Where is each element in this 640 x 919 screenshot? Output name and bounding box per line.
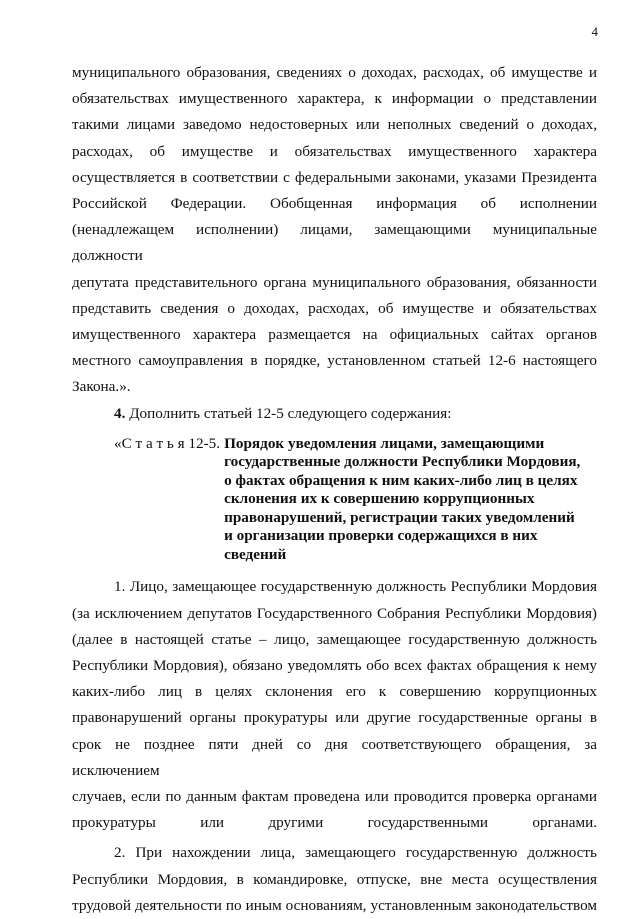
text-line: Республики Мордовия), обязано уведомлять обо всех фактах обращения к нему <box>72 656 597 674</box>
text-line: каких-либо лиц в целях склонения его к совершению коррупционных <box>72 683 597 701</box>
text-line: имущественного характера размещается на официальных сайтах органов <box>72 326 597 344</box>
clause-2 <box>72 840 597 919</box>
text-line: правонарушений органы прокуратуры или другие государственные органы в <box>72 709 597 727</box>
article-title-line: и организации проверки содержащихся в них <box>224 527 538 545</box>
article-title-line: о фактах обращения к ним каких-либо лиц в целях <box>224 471 578 489</box>
article-title-line: склонения их к совершению коррупционных <box>224 490 535 508</box>
text-line: прокуратуры или другими государственными органами. <box>72 814 597 832</box>
article-title-line: государственные должности Республики Мордовия, <box>224 453 581 471</box>
text-line: 2. При нахождении лица, замещающего государственную должность <box>114 844 597 862</box>
item-4-number: 4. <box>114 404 126 422</box>
text-line: Республики Мордовия, в командировке, отпуске, вне места осуществления <box>72 870 597 888</box>
text-line: случаев, если по данным фактам проведена или проводится проверка органами <box>72 787 597 805</box>
text-line: местного самоуправления в порядке, установленном статьей 12-6 настоящего <box>72 352 597 370</box>
text-line: расходах, об имуществе и обязательствах имущественного характера <box>72 142 597 160</box>
item-4 <box>72 401 597 427</box>
article-title-line: Порядок уведомления лицами, замещающими <box>224 434 545 452</box>
text-line: Российской Федерации. Обобщенная информация об исполнении <box>72 195 597 213</box>
article-prefix: «С т а т ь я 12-5. <box>114 434 221 452</box>
paragraph-continuation <box>72 60 597 401</box>
text-line: депутата представительного органа муниципального образования, обязанности <box>72 273 597 291</box>
text-line: (далее в настоящей статье – лицо, замещающее государственную должность <box>72 630 597 648</box>
text-line: осуществляется в соответствии с федеральными законами, указами Президента <box>72 168 597 186</box>
clause-1 <box>72 574 597 836</box>
article-heading <box>72 435 597 565</box>
text-line: представить сведения о доходах, расходах, об имуществе и обязательствах <box>72 299 597 317</box>
article-title <box>224 435 594 565</box>
text-line: срок не позднее пяти дней со дня соответствующего обращения, за исключением <box>72 735 597 779</box>
article-title-line: правонарушений, регистрации таких уведомлений <box>224 508 575 526</box>
text-line: (ненадлежащем исполнении) лицами, замещающими муниципальные должности <box>72 221 597 265</box>
text-line: обязательствах имущественного характера, к информации о представлении <box>72 90 597 108</box>
item-4-text: Дополнить статьей 12-5 следующего содержания: <box>129 404 452 422</box>
text-line: такими лицами заведомо недостоверных или неполных сведений о доходах, <box>72 116 597 134</box>
document-body <box>72 60 597 919</box>
text-line: трудовой деятельности по иным основаниям, установленным законодательством <box>72 896 597 914</box>
text-line: 1. Лицо, замещающее государственную должность Республики Мордовия <box>114 578 597 596</box>
text-line: Закона.». <box>72 378 131 396</box>
text-line: (за исключением депутатов Государственного Собрания Республики Мордовия) <box>72 604 597 622</box>
text-line: муниципального образования, сведениях о доходах, расходах, об имуществе и <box>72 64 597 81</box>
page-number: 4 <box>591 24 598 39</box>
article-title-line: сведений <box>224 545 287 563</box>
